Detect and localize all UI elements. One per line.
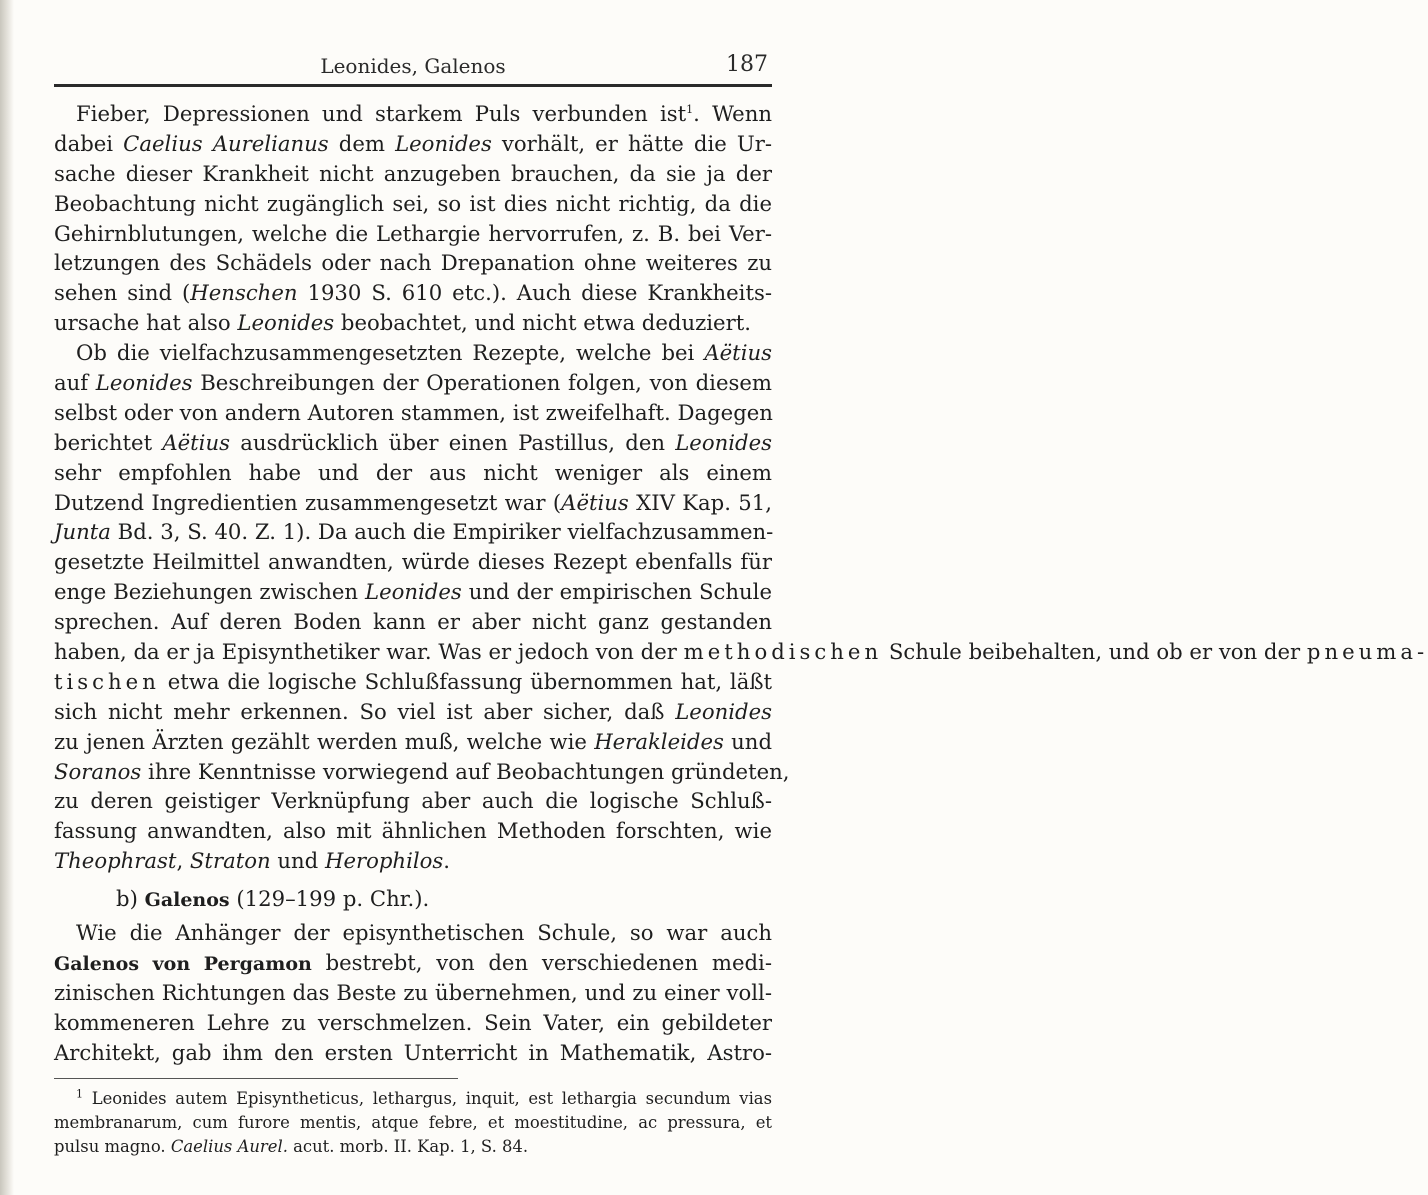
body-text: [54, 99, 1428, 1068]
text-line: Wie die Anhänger der episynthetischen Schule, so war auch: [76, 920, 772, 946]
text-line: fassung anwandten, also mit ähnlichen Methoden forschten, wie: [54, 818, 772, 844]
text-line: sehr empfohlen habe und der aus nicht weniger als einem: [54, 459, 772, 485]
text-line: sache dieser Krankheit nicht anzugeben brauchen, da sie ja der: [54, 160, 772, 186]
text-line: Beobachtung nicht zugänglich sei, so ist dies nicht richtig, da die: [54, 190, 772, 216]
text-line: auf Leonides Beschreibungen der Operationen folgen, von diesem: [54, 370, 772, 396]
running-title: Leonides, Galenos: [320, 54, 506, 78]
text-line: sprechen. Auf deren Boden kann er aber nicht ganz gestanden: [54, 609, 772, 635]
book-page: [54, 44, 1428, 1159]
text-line: ursache hat also Leonides beobachtet, und nicht etwa deduziert.: [54, 310, 751, 336]
page-header: [54, 44, 772, 87]
text-line: berichtet Aëtius ausdrücklich über einen Pastillus, den Leonides: [54, 429, 772, 455]
text-line: zu jenen Ärzten gezählt werden muß, welche wie Herakleides und: [54, 728, 773, 754]
text-line: letzungen des Schädels oder nach Drepanation ohne weiteres zu: [54, 250, 772, 276]
section-heading: b) Galenos (129–199 p. Chr.).: [116, 886, 430, 912]
text-line: zinischen Richtungen das Beste zu übernehmen, und zu einer voll-: [54, 979, 772, 1005]
text-line: Ob die vielfachzusammengesetzten Rezepte, welche bei Aëtius: [76, 340, 772, 366]
text-line: Soranos ihre Kenntnisse vorwiegend auf Beobachtungen gründeten,: [54, 758, 790, 784]
text-line: selbst oder von andern Autoren stammen, ist zweifelhaft. Dagegen: [54, 399, 773, 425]
book-binding-shadow: [0, 0, 14, 1195]
text-line: dabei Caelius Aurelianus dem Leonides vorhält, er hätte die Ur-: [54, 130, 772, 156]
text-line: Gehirnblutungen, welche die Lethargie hervorrufen, z. B. bei Ver-: [54, 220, 772, 246]
footnote-line: pulsu magno. Caelius Aurel. acut. morb. II. Kap. 1, S. 84.: [54, 1136, 529, 1156]
footnote-line: $^1$ Leonides autem Episyntheticus, lethargus, inquit, est lethargia secundum vias: [76, 1087, 772, 1108]
text-line: Galenos von Pergamon bestrebt, von den verschiedenen medi-: [54, 949, 772, 975]
text-line: zu deren geistiger Verknüpfung aber auch die logische Schluß-: [54, 788, 772, 814]
text-line: haben, da er ja Episynthetiker war. Was er jedoch von der methodischen Schule beibehalten, und ob er von der pneuma-: [54, 639, 1428, 665]
footnote-marker: 1: [686, 102, 694, 116]
paragraph: [54, 99, 772, 338]
text-line: Dutzend Ingredientien zusammengesetzt war (Aëtius XIV Kap. 51,: [54, 489, 772, 515]
text-line: kommeneren Lehre zu verschmelzen. Sein Vater, ein gebildeter: [54, 1009, 772, 1035]
page-number: 187: [726, 52, 768, 77]
text-line: sich nicht mehr erkennen. So viel ist aber sicher, daß Leonides: [54, 698, 772, 724]
footnote-line: membranarum, cum furore mentis, atque febre, et moestitudine, ac pressura, et: [54, 1112, 772, 1132]
text-line: Theophrast, Straton und Herophilos.: [54, 848, 451, 874]
text-line: enge Beziehungen zwischen Leonides und der empirischen Schule: [54, 579, 772, 605]
paragraph: [54, 918, 772, 1067]
text-line: sehen sind (Henschen 1930 S. 610 etc.). Auch diese Krankheits-: [54, 280, 773, 306]
text-line: Junta Bd. 3, S. 40. Z. 1). Da auch die Empiriker vielfachzusammen-: [54, 519, 774, 545]
footnote-divider: [54, 1078, 458, 1079]
text-line: Fieber, Depressionen und starkem Puls verbunden ist$^1$. Wenn: [76, 101, 772, 126]
paragraph: [54, 338, 1428, 876]
text-line: tischen etwa die logische Schlußfassung übernommen hat, läßt: [54, 668, 772, 694]
text-line: gesetzte Heilmittel anwandten, würde dieses Rezept ebenfalls für: [54, 549, 772, 575]
footnote-marker: 1: [76, 1087, 83, 1101]
footnote: [54, 1087, 772, 1160]
text-line: Architekt, gab ihm den ersten Unterricht in Mathematik, Astro-: [54, 1039, 772, 1065]
